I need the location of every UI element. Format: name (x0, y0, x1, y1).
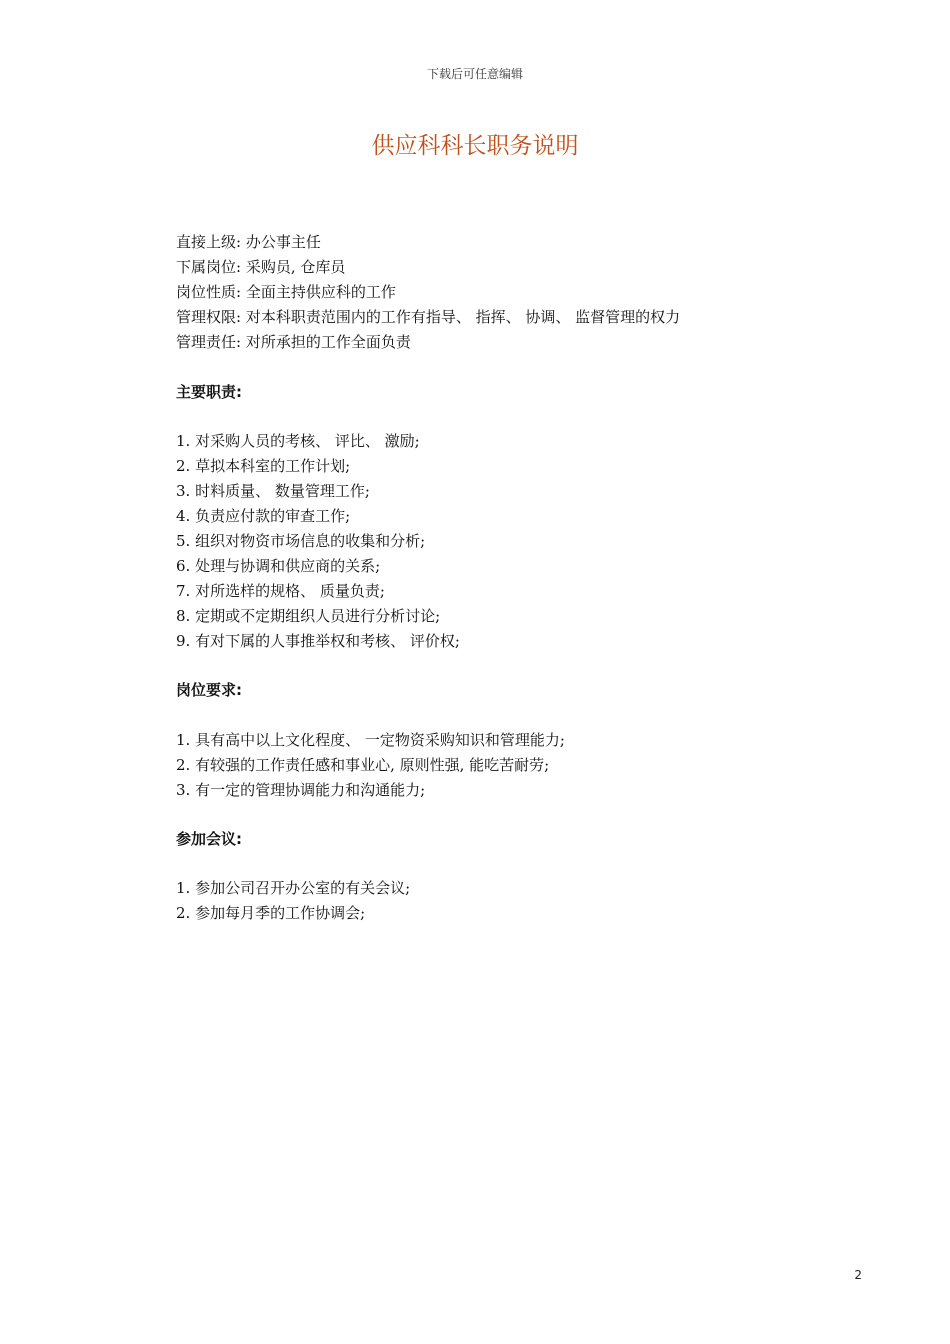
list-item: 7. 对所选样的规格、 质量负责; (176, 582, 385, 600)
section-heading-meetings: 参加会议: (176, 830, 242, 848)
info-subordinates: 下属岗位: 采购员, 仓库员 (176, 258, 346, 276)
list-item: 5. 组织对物资市场信息的收集和分析; (176, 532, 426, 550)
page-number: 2 (854, 1268, 862, 1282)
info-supervisor: 直接上级: 办公事主任 (176, 233, 321, 251)
requirements-list (176, 728, 836, 803)
document-title: 供应科科长职务说明 (371, 133, 579, 159)
list-item: 1. 具有高中以上文化程度、 一定物资采购知识和管理能力; (176, 731, 565, 749)
list-item: 4. 负责应付款的审查工作; (176, 507, 351, 525)
list-item: 3. 时料质量、 数量管理工作; (176, 482, 370, 500)
list-item: 2. 参加每月季的工作协调会; (176, 904, 366, 922)
duties-list (176, 429, 836, 654)
list-item: 9. 有对下属的人事推举权和考核、 评价权; (176, 632, 460, 650)
header-note: 下载后可任意编辑 (426, 67, 523, 81)
list-item: 2. 有较强的工作责任感和事业心, 原则性强, 能吃苦耐劳; (176, 756, 550, 774)
list-item: 8. 定期或不定期组织人员进行分析讨论; (176, 607, 441, 625)
job-info-block (176, 230, 836, 355)
info-nature: 岗位性质: 全面主持供应科的工作 (176, 283, 396, 301)
list-item: 1. 对采购人员的考核、 评比、 激励; (176, 432, 420, 450)
section-heading-requirements: 岗位要求: (176, 681, 242, 699)
list-item: 6. 处理与协调和供应商的关系; (176, 557, 381, 575)
info-authority: 管理权限: 对本科职责范围内的工作有指导、 指挥、 协调、 监督管理的权力 (176, 308, 681, 326)
list-item: 1. 参加公司召开办公室的有关会议; (176, 879, 411, 897)
meetings-list (176, 876, 836, 926)
section-heading-duties: 主要职责: (176, 383, 242, 401)
list-item: 3. 有一定的管理协调能力和沟通能力; (176, 781, 426, 799)
list-item: 2. 草拟本科室的工作计划; (176, 457, 351, 475)
info-responsibility: 管理责任: 对所承担的工作全面负责 (176, 333, 411, 351)
